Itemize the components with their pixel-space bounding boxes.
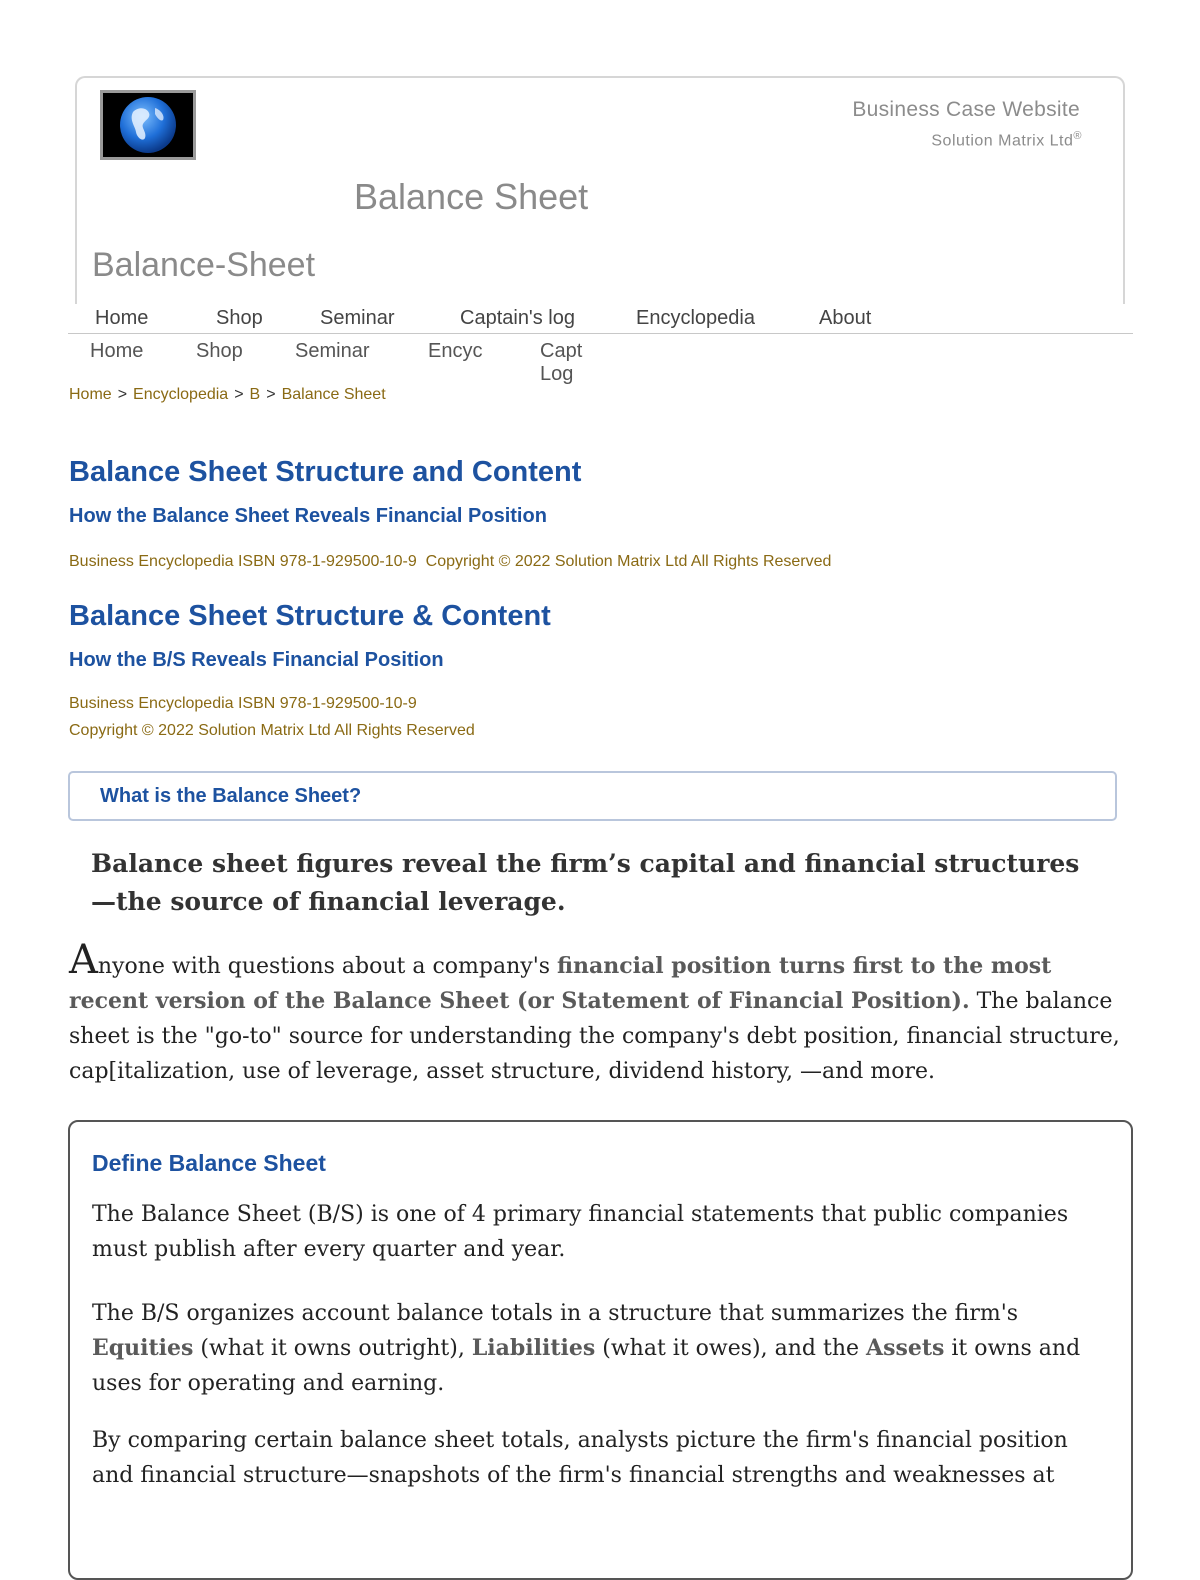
def-p2-text-a: The B/S organizes account balance totals in a structure that summarizes the firm's <box>92 1301 1019 1326</box>
definition-paragraph-3: By comparing certain balance sheet totals, analysts picture the firm's financial position and financial structure—snapshots of the firm's financial strengths and weaknesses at <box>92 1428 1068 1488</box>
term-equities: Equities <box>92 1335 194 1361</box>
definition-title: Define Balance Sheet <box>92 1150 326 1176</box>
intro-text-1: nyone with questions about a company's <box>97 954 558 979</box>
breadcrumb-separator: > <box>117 386 128 403</box>
breadcrumb-separator: > <box>234 386 244 403</box>
page-heading: Balance Sheet <box>354 176 589 217</box>
breadcrumb-b[interactable]: B <box>249 386 261 403</box>
site-owner-text: Solution Matrix Ltd <box>931 132 1074 150</box>
nav2-capt-log[interactable]: Capt Log <box>540 340 583 385</box>
breadcrumb-current[interactable]: Balance Sheet <box>281 386 386 403</box>
article-subtitle-alt: How the B/S Reveals Financial Position <box>69 649 444 671</box>
registered-mark: ® <box>1073 130 1082 142</box>
question-heading: What is the Balance Sheet? <box>100 785 362 807</box>
site-logo[interactable] <box>100 90 196 160</box>
question-box[interactable] <box>68 771 1117 821</box>
article-title-alt: Balance Sheet Structure & Content <box>69 600 551 632</box>
globe-icon <box>117 94 179 156</box>
nav-encyclopedia[interactable]: Encyclopedia <box>636 307 755 329</box>
breadcrumb-separator: > <box>266 386 276 403</box>
nav2-encyc[interactable]: Encyc <box>428 340 483 362</box>
drop-cap: A <box>69 937 98 983</box>
site-title[interactable]: Business Case Website <box>852 98 1080 121</box>
nav-captains-log[interactable]: Captain's log <box>460 307 575 329</box>
def-p2-text-d: it owns and uses for operating and earning. <box>92 1336 1081 1396</box>
breadcrumb-home[interactable]: Home <box>69 386 112 403</box>
nav2-shop[interactable]: Shop <box>196 340 243 362</box>
lead-paragraph: Balance sheet figures reveal the firm’s capital and financial structures—the source of financial leverage. <box>91 849 1080 916</box>
article-title: Balance Sheet Structure and Content <box>69 456 582 488</box>
nav-seminar[interactable]: Seminar <box>320 307 395 329</box>
def-p2-text-b: (what it owns outright), <box>193 1336 472 1361</box>
site-owner <box>931 130 1082 150</box>
nav-about[interactable]: About <box>819 307 872 329</box>
nav2-seminar[interactable]: Seminar <box>295 340 370 362</box>
definition-paragraph-1: The Balance Sheet (B/S) is one of 4 primary financial statements that public companies must publish after every quarter and year. <box>92 1202 1069 1262</box>
intro-paragraph <box>69 937 1129 1089</box>
copyright-line-alt: Copyright © 2022 Solution Matrix Ltd All Rights Reserved <box>69 722 475 739</box>
copyright-line: Business Encyclopedia ISBN 978-1-929500-10-9 Copyright © 2022 Solution Matrix Ltd All Rights Reserved <box>69 553 832 570</box>
breadcrumb <box>69 386 386 404</box>
isbn-line: Business Encyclopedia ISBN 978-1-929500-10-9 <box>69 695 417 712</box>
intro-highlight: financial position turns first to the most recent version of the Balance Sheet (or Statement of Financial Position). <box>69 953 1052 1014</box>
definition-paragraph-2 <box>92 1296 1092 1401</box>
breadcrumb-encyclopedia[interactable]: Encyclopedia <box>133 386 229 403</box>
nav-home[interactable]: Home <box>95 307 149 329</box>
primary-nav <box>68 305 1133 334</box>
article-subtitle: How the Balance Sheet Reveals Financial Position <box>69 505 547 527</box>
term-liabilities: Liabilities <box>471 1335 596 1361</box>
nav2-home[interactable]: Home <box>90 340 144 362</box>
intro-text-2: The balance sheet is the "go-to" source for understanding the company's debt position, financial structure, cap[italization, use of leverage, asset structure, dividend history, —and more. <box>69 989 1120 1084</box>
nav-shop[interactable]: Shop <box>216 307 263 329</box>
term-assets: Assets <box>866 1335 945 1361</box>
def-p2-text-c: (what it owes), and the <box>595 1336 867 1361</box>
page-heading-alt: Balance-Sheet <box>92 246 316 284</box>
